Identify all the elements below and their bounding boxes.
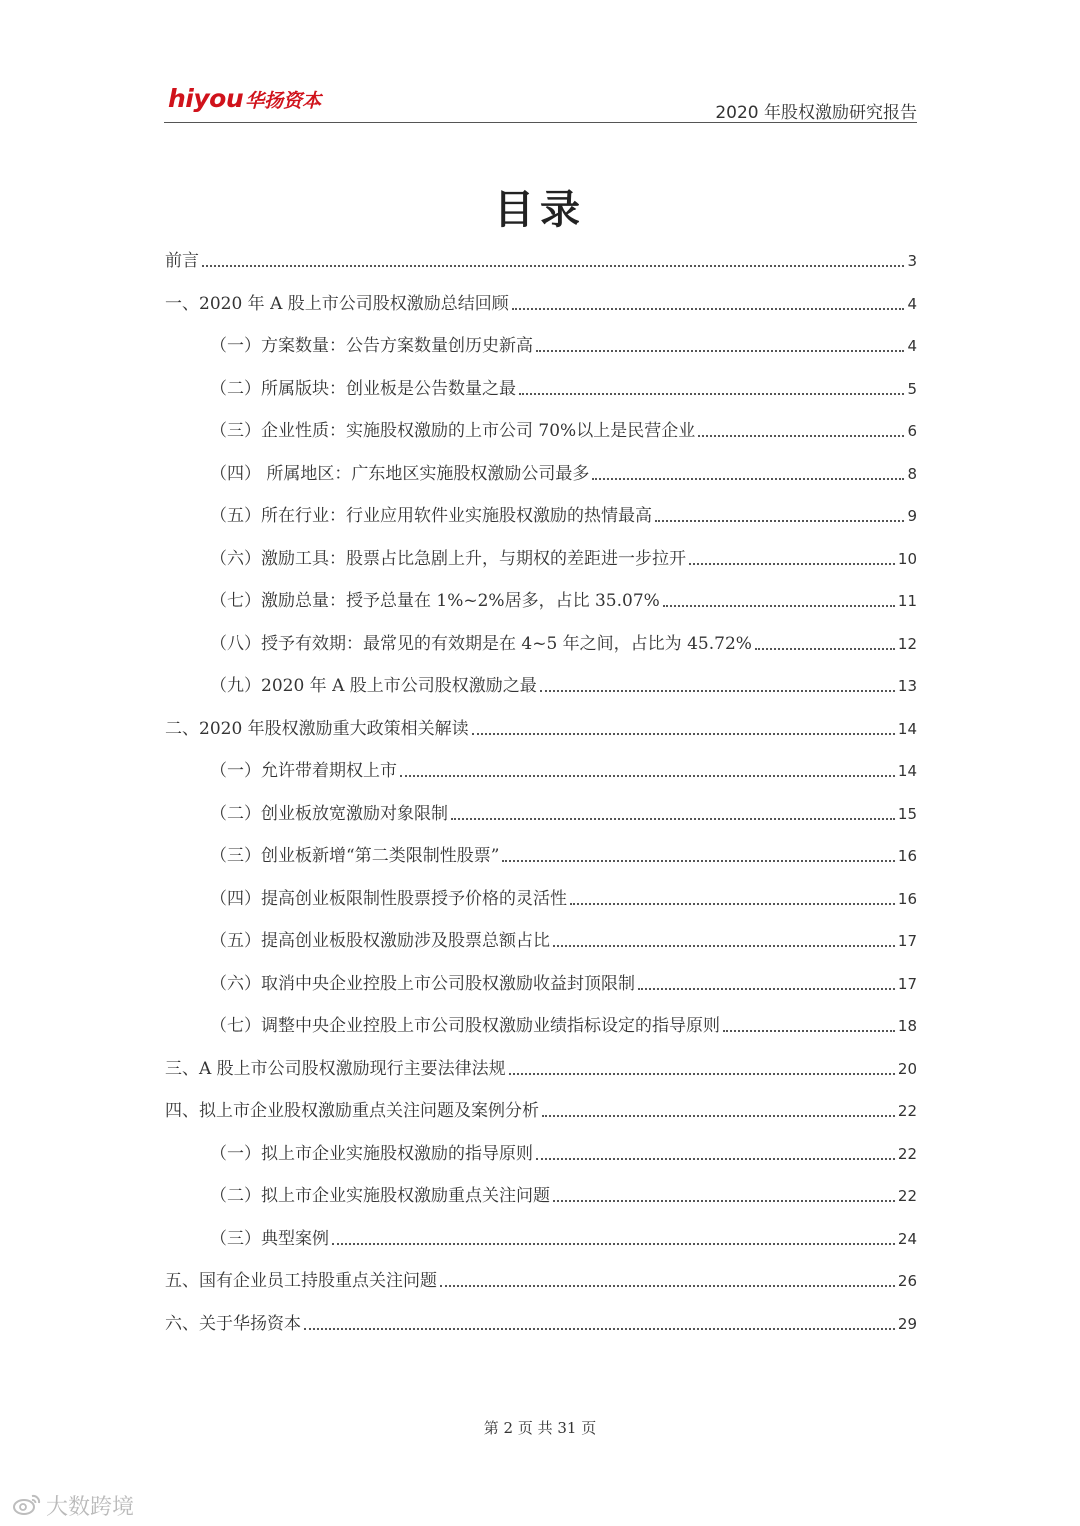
toc-entry[interactable] xyxy=(210,361,917,401)
logo-text-cn: 华扬资本 xyxy=(245,90,322,112)
toc-entry-title: （四）提高创业板限制性股票授予价格的灵活性 xyxy=(210,888,567,909)
toc-page-number: 13 xyxy=(897,677,917,695)
toc-dot-leader xyxy=(440,1285,895,1287)
toc-entry-title: （二）创业板放宽激励对象限制 xyxy=(210,803,448,824)
toc-entry-title: （三）创业板新增“第二类限制性股票” xyxy=(210,846,500,866)
weibo-like-logo-icon xyxy=(12,1493,42,1523)
toc-page-number: 20 xyxy=(897,1059,917,1078)
toc-entry[interactable] xyxy=(210,1211,917,1251)
toc-page-number: 11 xyxy=(897,592,917,610)
toc-entry[interactable] xyxy=(210,531,917,571)
toc-entry[interactable] xyxy=(210,786,917,826)
toc-entry[interactable] xyxy=(165,701,917,741)
toc-page-number: 16 xyxy=(897,847,917,865)
report-title: 2020 年股权激励研究报告 xyxy=(715,103,917,123)
hiyou-logo xyxy=(168,84,321,113)
toc-entry[interactable] xyxy=(210,403,917,443)
toc-page-number: 26 xyxy=(897,1272,917,1290)
toc-entry-title: （七）激励总量：授予总量在 1%~2%居多，占比 35.07% xyxy=(210,591,660,611)
toc-entry-title: （七）调整中央企业控股上市公司股权激励业绩指标设定的指导原则 xyxy=(210,1016,720,1036)
toc-entry-title: 一、2020 年 A 股上市公司股权激励总结回顾 xyxy=(165,293,509,314)
toc-entry[interactable] xyxy=(165,1253,917,1293)
toc-page-number: 3 xyxy=(907,252,917,270)
toc-dot-leader xyxy=(304,1328,895,1330)
toc-dot-leader xyxy=(689,563,895,565)
toc-page-number: 5 xyxy=(907,379,917,398)
toc-entry-title: 前言 xyxy=(165,251,199,271)
toc-page-number: 17 xyxy=(897,932,917,950)
toc-dot-leader xyxy=(542,1115,895,1117)
toc-entry-title: （六）激励工具：股票占比急剧上升，与期权的差距进一步拉开 xyxy=(210,548,686,569)
toc-dot-leader xyxy=(592,478,904,480)
page-header xyxy=(164,82,917,123)
toc-dot-leader xyxy=(655,520,904,522)
toc-entry-title: （八）授予有效期：最常见的有效期是在 4~5 年之间，占比为 45.72% xyxy=(210,633,752,654)
toc-dot-leader xyxy=(400,775,895,777)
toc-entry-title: 五、国有企业员工持股重点关注问题 xyxy=(165,1271,437,1291)
toc-entry[interactable] xyxy=(210,1126,917,1166)
toc-dot-leader xyxy=(723,1030,895,1032)
page-title: 目录 xyxy=(494,186,586,233)
toc-entry[interactable] xyxy=(165,1041,917,1081)
toc-entry-title: （三）企业性质：实施股权激励的上市公司 70%以上是民营企业 xyxy=(210,421,696,441)
toc-dot-leader xyxy=(332,1243,895,1245)
toc-entry[interactable] xyxy=(165,1083,917,1123)
toc-entry-title: 二、2020 年股权激励重大政策相关解读 xyxy=(165,718,469,739)
toc-entry[interactable] xyxy=(210,573,917,613)
toc-dot-leader xyxy=(663,605,895,607)
toc-entry-title: （二）拟上市企业实施股权激励重点关注问题 xyxy=(210,1186,550,1206)
toc-page-number: 15 xyxy=(897,804,917,823)
toc-dot-leader xyxy=(553,945,895,947)
watermark xyxy=(12,1490,134,1523)
toc-entry-title: （五）提高创业板股权激励涉及股票总额占比 xyxy=(210,931,550,951)
toc-dot-leader xyxy=(202,265,904,267)
toc-entry[interactable] xyxy=(210,1168,917,1208)
toc-dot-leader xyxy=(553,1200,895,1202)
toc-entry-title: （一）允许带着期权上市 xyxy=(210,761,397,781)
toc-entry-title: （五）所在行业：行业应用软件业实施股权激励的热情最高 xyxy=(210,506,652,526)
toc-entry-title: （六）取消中央企业控股上市公司股权激励收益封顶限制 xyxy=(210,973,635,994)
toc-page-number: 12 xyxy=(897,634,917,653)
toc-page-number: 18 xyxy=(897,1017,917,1035)
toc-page-number: 16 xyxy=(897,889,917,908)
toc-page-number: 14 xyxy=(897,719,917,738)
logo-text-en: hiyou xyxy=(168,84,244,113)
toc-entry[interactable] xyxy=(210,871,917,911)
toc-dot-leader xyxy=(451,818,895,820)
toc-page-number: 10 xyxy=(897,549,917,568)
toc-page-number: 4 xyxy=(907,337,917,355)
toc-entry-title: （九）2020 年 A 股上市公司股权激励之最 xyxy=(210,676,537,696)
toc-dot-leader xyxy=(519,393,904,395)
toc-entry-title: （三）典型案例 xyxy=(210,1228,329,1249)
toc-entry-title: 四、拟上市企业股权激励重点关注问题及案例分析 xyxy=(165,1101,539,1121)
toc-entry-title: 三、A 股上市公司股权激励现行主要法律法规 xyxy=(165,1058,506,1079)
toc-dot-leader xyxy=(472,733,895,735)
toc-dot-leader xyxy=(698,435,904,437)
toc-entry-title: （二）所属版块：创业板是公告数量之最 xyxy=(210,378,516,399)
toc-dot-leader xyxy=(502,860,895,862)
toc-page-number: 6 xyxy=(907,422,917,440)
toc-entry-title: 六、关于华扬资本 xyxy=(165,1313,301,1334)
toc-page-number: 22 xyxy=(897,1187,917,1205)
toc-entry[interactable] xyxy=(210,828,917,868)
toc-entry[interactable] xyxy=(210,616,917,656)
toc-page-number: 17 xyxy=(897,974,917,993)
toc-dot-leader xyxy=(536,1158,895,1160)
toc-page-number: 4 xyxy=(907,294,917,313)
toc-dot-leader xyxy=(536,350,904,352)
toc-entry[interactable] xyxy=(210,488,917,528)
toc-entry[interactable] xyxy=(210,913,917,953)
toc-page-number: 22 xyxy=(897,1102,917,1120)
toc-entry[interactable] xyxy=(210,743,917,783)
toc-dot-leader xyxy=(509,1073,895,1075)
toc-dot-leader xyxy=(638,988,895,990)
toc-page-number: 9 xyxy=(907,507,917,525)
toc-entry[interactable] xyxy=(210,318,917,358)
toc-page-number: 14 xyxy=(897,762,917,780)
toc-dot-leader xyxy=(570,903,895,905)
toc-entry-title: （一）方案数量：公告方案数量创历史新高 xyxy=(210,336,533,356)
toc-entry-title: （四） 所属地区：广东地区实施股权激励公司最多 xyxy=(210,463,590,484)
toc-entry[interactable] xyxy=(165,276,917,316)
toc-entry[interactable] xyxy=(210,446,917,486)
toc-dot-leader xyxy=(540,690,895,692)
watermark-text: 大数跨境 xyxy=(46,1495,135,1520)
toc-entry[interactable] xyxy=(165,1296,917,1336)
toc-page-number: 8 xyxy=(907,464,917,483)
toc-page-number: 29 xyxy=(897,1314,917,1333)
toc-page-number: 24 xyxy=(897,1229,917,1248)
toc-page-number: 22 xyxy=(897,1144,917,1163)
toc-entry-title: （一）拟上市企业实施股权激励的指导原则 xyxy=(210,1143,533,1164)
page-footer: 第 2 页 共 31 页 xyxy=(483,1419,597,1437)
toc-entry[interactable] xyxy=(210,658,917,698)
toc-dot-leader xyxy=(755,648,895,650)
toc-dot-leader xyxy=(512,308,905,310)
toc-entry[interactable] xyxy=(210,998,917,1038)
toc-entry[interactable] xyxy=(210,956,917,996)
toc-entry[interactable] xyxy=(165,233,917,273)
